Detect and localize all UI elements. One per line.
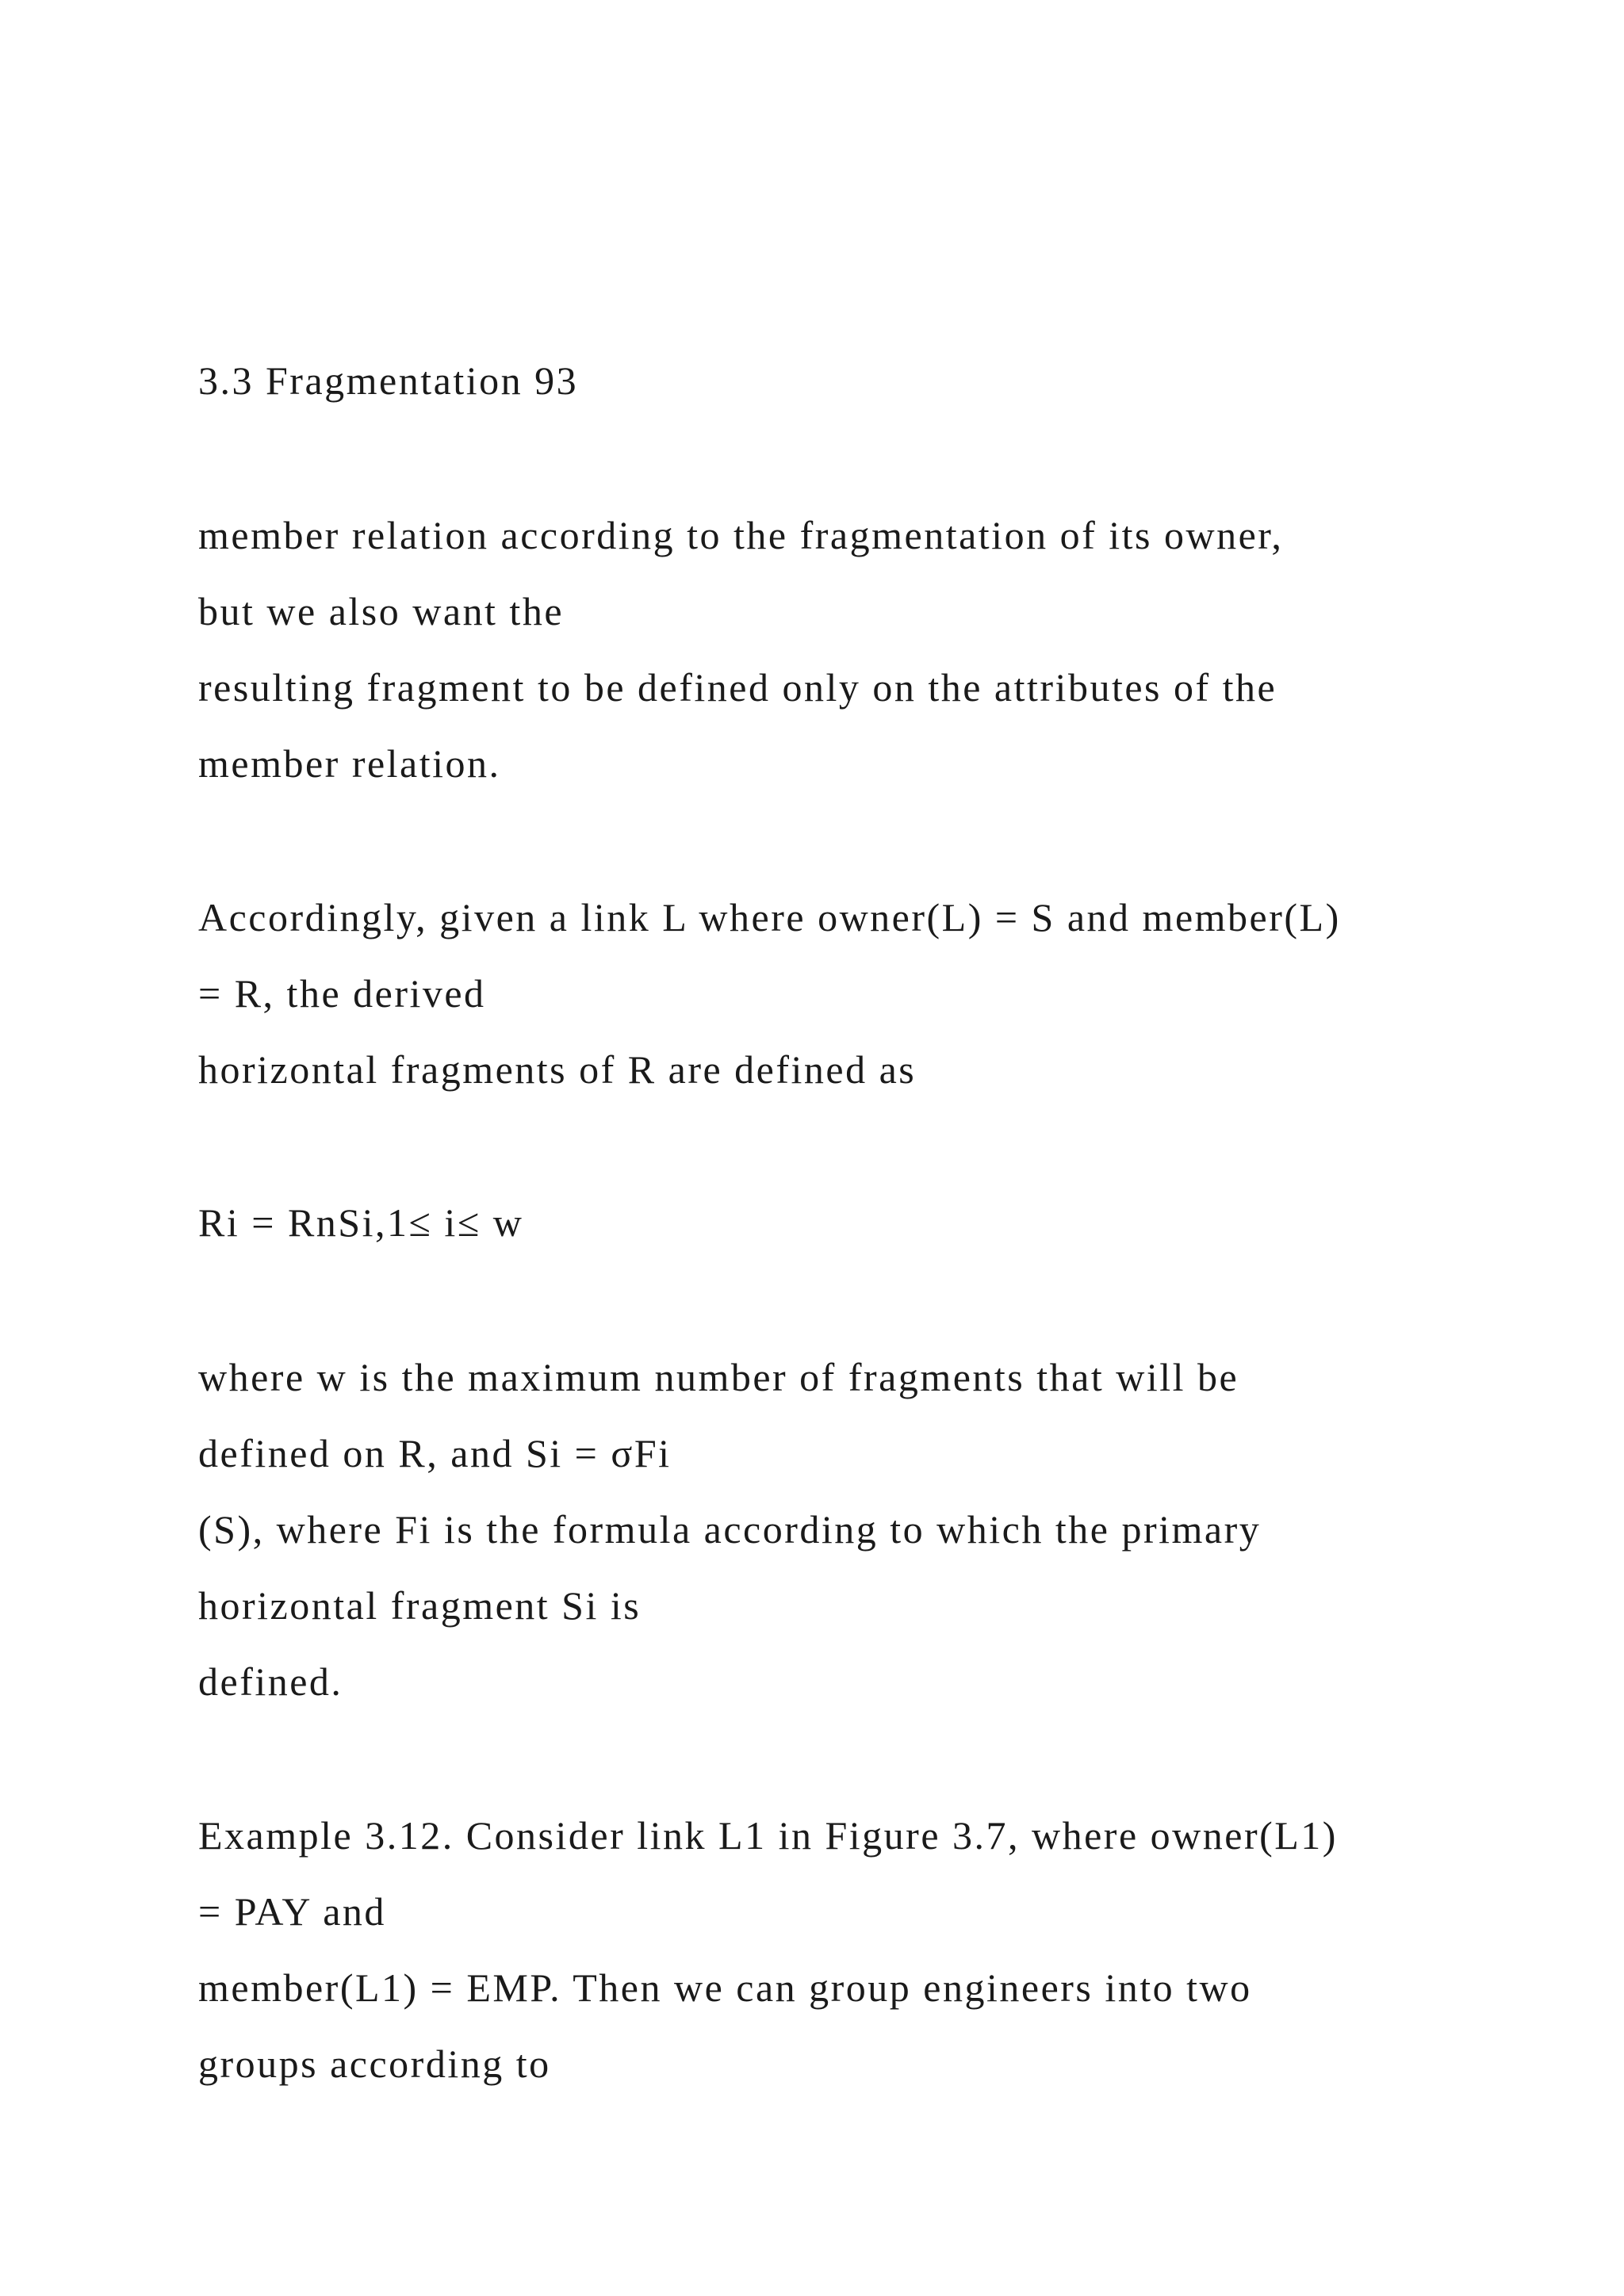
running-header: 3.3 Fragmentation 93 bbox=[198, 358, 579, 403]
text-line: resulting fragment to be defined only on the attributes of the bbox=[198, 665, 1277, 710]
text-line: member relation according to the fragmentation of its owner, bbox=[198, 513, 1284, 557]
text-line: where w is the maximum number of fragments that will be bbox=[198, 1355, 1239, 1399]
text-line: member relation. bbox=[198, 741, 501, 786]
text-line: but we also want the bbox=[198, 589, 565, 633]
text-line: groups according to bbox=[198, 2042, 551, 2086]
formula-line: Ri = RnSi,1≤ i≤ w bbox=[198, 1200, 524, 1245]
text-line: Example 3.12. Consider link L1 in Figure 3.7, where owner(L1) bbox=[198, 1813, 1338, 1858]
text-line: (S), where Fi is the formula according to which the primary bbox=[198, 1507, 1262, 1552]
text-line: horizontal fragment Si is bbox=[198, 1583, 642, 1628]
text-line: horizontal fragments of R are defined as bbox=[198, 1047, 917, 1092]
text-line: member(L1) = EMP. Then we can group engineers into two bbox=[198, 1965, 1252, 2010]
text-line: defined. bbox=[198, 1659, 343, 1704]
text-line: = PAY and bbox=[198, 1889, 386, 1934]
text-line: = R, the derived bbox=[198, 971, 486, 1016]
text-line: Accordingly, given a link L where owner(L) = S and member(L) bbox=[198, 895, 1341, 939]
text-line: defined on R, and Si = σFi bbox=[198, 1431, 672, 1475]
